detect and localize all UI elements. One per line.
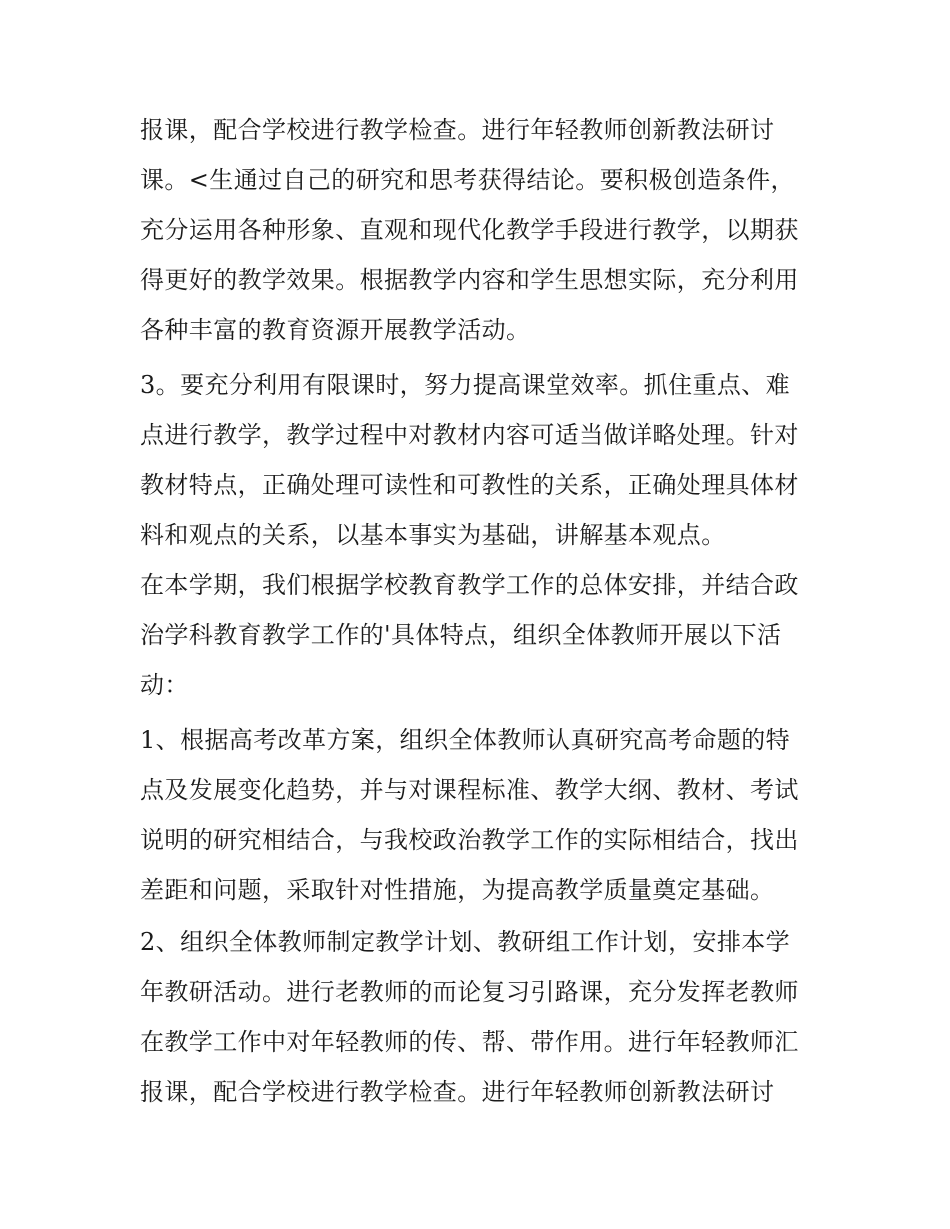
text-line: 得更好的教学效果。根据教学内容和学生思想实际，充分利用 bbox=[140, 266, 799, 294]
text-line: 动： bbox=[140, 671, 189, 699]
text-line: 治学科教育教学工作的'具体特点，组织全体教师开展以下活 bbox=[140, 621, 782, 649]
text-line: 3。要充分利用有限课时，努力提高课堂效率。抓住重点、难 bbox=[140, 371, 791, 399]
text-line: 各种丰富的教育资源开展教学活动。 bbox=[140, 316, 531, 344]
text-line: 点及发展变化趋势，并与对课程标准、教学大纲、教材、考试 bbox=[140, 776, 799, 804]
text-line: 1、根据高考改革方案，组织全体教师认真研究高考命题的特 bbox=[140, 726, 791, 754]
text-line: 报课，配合学校进行教学检查。进行年轻教师创新教法研讨 bbox=[140, 116, 775, 144]
text-line: 充分运用各种形象、直观和现代化教学手段进行教学，以期获 bbox=[140, 216, 799, 244]
text-line: 报课，配合学校进行教学检查。进行年轻教师创新教法研讨 bbox=[140, 1078, 775, 1106]
text-line: 说明的研究相结合，与我校政治教学工作的实际相结合，找出 bbox=[140, 826, 799, 854]
text-line: 差距和问题，采取针对性措施，为提高教学质量奠定基础。 bbox=[140, 876, 775, 904]
text-line: 教材特点，正确处理可读性和可教性的关系，正确处理具体材 bbox=[140, 471, 799, 499]
text-line: 年教研活动。进行老教师的而论复习引路课，充分发挥老教师 bbox=[140, 978, 799, 1006]
text-line: 2、组织全体教师制定教学计划、教研组工作计划，安排本学 bbox=[140, 928, 791, 956]
text-line: 料和观点的关系，以基本事实为基础，讲解基本观点。 bbox=[140, 521, 726, 549]
text-line: 点进行教学，教学过程中对教材内容可适当做详略处理。针对 bbox=[140, 421, 799, 449]
text-line: 在教学工作中对年轻教师的传、帮、带作用。进行年轻教师汇 bbox=[140, 1028, 799, 1056]
text-line: 在本学期，我们根据学校教育教学工作的总体安排，并结合政 bbox=[140, 571, 799, 599]
text-line: 课。<生通过自己的研究和思考获得结论。要积极创造条件， bbox=[140, 166, 795, 194]
